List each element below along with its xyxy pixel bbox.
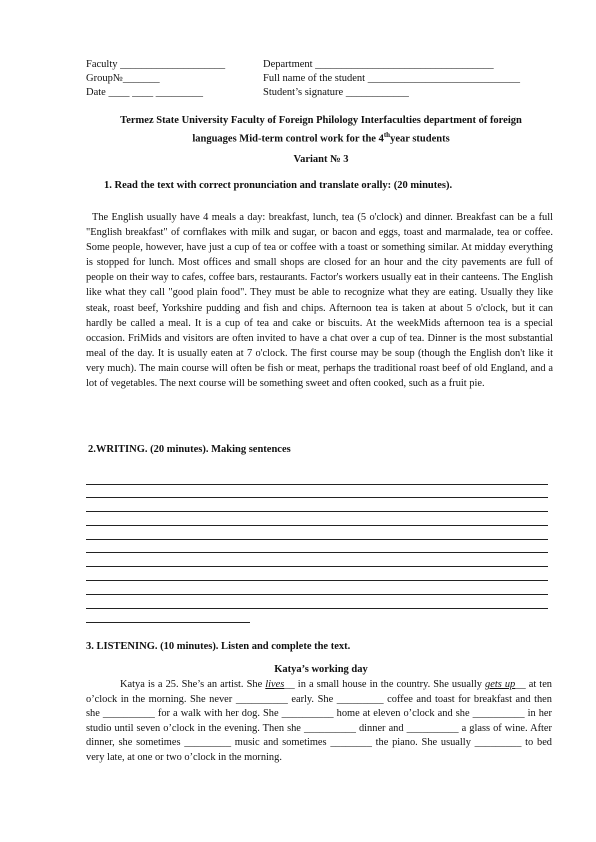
student-name-field: Full name of the student _____________________________ xyxy=(263,73,520,84)
writing-line[interactable] xyxy=(86,580,548,581)
faculty-field: Faculty ____________________ xyxy=(86,59,226,70)
writing-line[interactable] xyxy=(86,566,548,567)
listening-text xyxy=(86,678,552,766)
writing-line[interactable] xyxy=(86,525,548,526)
title-line-2-end: year students xyxy=(390,133,450,145)
listening-part-2: __ in a small house in the country. She usually xyxy=(284,679,486,690)
task3-heading: 3. LISTENING. (10 minutes). Listen and complete the text. xyxy=(86,641,351,652)
document-title xyxy=(86,113,556,147)
variant-heading: Variant № 3 xyxy=(293,154,349,165)
task1-heading: 1. Read the text with correct pronunciation and translate orally: (20 minutes). xyxy=(104,180,453,191)
writing-line[interactable] xyxy=(86,484,548,485)
header-row-1 xyxy=(86,58,556,72)
title-line-2-text: languages Mid-term control work for the 4 xyxy=(192,133,384,145)
task2-heading: 2.WRITING. (20 minutes). Making sentences xyxy=(88,444,291,455)
date-field: Date ____ ____ _________ xyxy=(86,87,203,98)
writing-line[interactable] xyxy=(86,608,548,609)
writing-line[interactable] xyxy=(86,497,548,498)
title-superscript: th xyxy=(383,131,391,139)
writing-line[interactable] xyxy=(86,622,250,623)
listening-part-3: __ at ten o’clock in the morning. She never __________ early. She _________ coffee and toast for breakfast and then she __________ for a walk with her dog. She __________ home at eleven o’clock and she __________ in her studio until seven o’clock in the evening. Then she __________ dinner and __________ a glass of wine. After dinner, she sometimes _________ music and sometimes ________ the piano. She usually _________ to bed very late, at one or two o’clock in the morning. xyxy=(86,679,552,763)
title-line-1: Termez State University Faculty of Foreign Philology Interfaculties department of foreign xyxy=(120,115,522,126)
group-field: Group№_______ xyxy=(86,73,160,84)
header-row-3 xyxy=(86,86,556,100)
listening-title: Katya’s working day xyxy=(274,664,368,675)
answer-lives: lives xyxy=(265,679,285,690)
writing-line[interactable] xyxy=(86,511,548,512)
listening-part-1: Katya is a 25. She’s an artist. She xyxy=(120,679,266,690)
header-row-2 xyxy=(86,72,556,86)
reading-text: The English usually have 4 meals a day: breakfast, lunch, tea (5 o'clock) and dinner. Breakfast can be a full "English breakfast" of cornflakes with milk and sugar, or bacon and eggs, toast and marmalade, tea or coffee. Some people, however, have just a cup of tea or coffee with a toast or something similar. At midday everything is stopped for lunch. Most offices and small shops are closed for an hour and the city pavements are full of people on their way to cafes, coffee bars, restaurants. Factor's workers usually eat in their canteens. The English like what they call "good plain food". They must be able to recognize what they are eating. Usually they like steak, roast beef, Yorkshire pudding and fish and chips. Afternoon tea is taken at about 5 o'clock, but it can hardly be called a meal. It is a cup of tea and cake or biscuits. At the weekMids afternoon tea is a special occasion. FriMids and visitors are often invited to have a chat over a cup of tea. Dinner is the most substantial meal of the day. It is usually eaten at 7 o'clock. The first course may be soup (though the English don't like it very much). The main course will often be fish or meat, perhaps the traditional roast beef of old England, and a lot of vegetables. The next course will be something sweet and often cooked, such as a fruit pie. xyxy=(86,212,553,390)
writing-line[interactable] xyxy=(86,594,548,595)
writing-line[interactable] xyxy=(86,552,548,553)
department-field: Department __________________________________ xyxy=(263,59,494,70)
signature-field: Student’s signature ____________ xyxy=(263,87,409,98)
title-line-2 xyxy=(86,128,556,147)
writing-line[interactable] xyxy=(86,539,548,540)
answer-gets-up: gets up xyxy=(485,679,516,690)
